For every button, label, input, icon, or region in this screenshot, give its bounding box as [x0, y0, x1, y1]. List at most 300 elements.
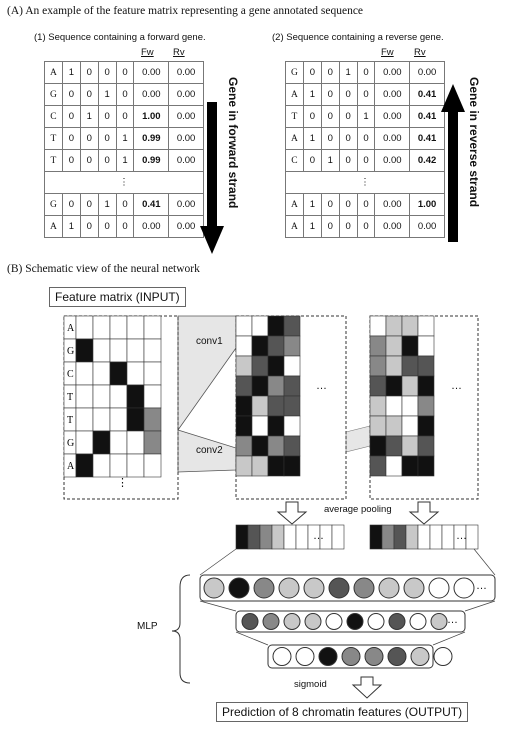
mlp-neuron	[263, 614, 279, 630]
pooling-label: average pooling	[324, 504, 392, 515]
feature-map-cell	[236, 416, 252, 436]
feature-map-cell	[252, 456, 268, 476]
input-onehot-cell	[110, 339, 127, 362]
rv-value-cell: 0.41	[410, 84, 445, 106]
feature-map-cell	[268, 456, 284, 476]
mlp-neuron	[354, 578, 374, 598]
onehot-cell: 0	[339, 194, 357, 216]
mlp-neuron	[229, 578, 249, 598]
input-onehot-cell	[76, 362, 93, 385]
mlp-ellipsis-2: …	[447, 614, 458, 626]
pooled-cell	[394, 525, 406, 549]
input-onehot-cell	[93, 339, 110, 362]
sigmoid-down-arrow	[353, 677, 381, 698]
feature-map-cell	[402, 336, 418, 356]
feature-map-cell	[386, 456, 402, 476]
feature-map-cell	[284, 336, 300, 356]
feature-map-cell	[284, 456, 300, 476]
pooled-cell	[430, 525, 442, 549]
onehot-cell: 0	[62, 194, 80, 216]
feature-map-cell	[284, 416, 300, 436]
conv1-receptive-field	[178, 316, 236, 430]
onehot-cell: 0	[339, 84, 357, 106]
feature-map-cell	[370, 316, 386, 336]
matrix-row	[286, 84, 445, 106]
fw-value-cell: 0.00	[134, 84, 169, 106]
pooled-cell	[248, 525, 260, 549]
onehot-cell: 1	[321, 150, 339, 172]
rv-value-cell: 0.00	[169, 84, 204, 106]
onehot-cell: 0	[321, 62, 339, 84]
pooled-cell	[272, 525, 284, 549]
onehot-cell: 0	[62, 150, 80, 172]
mlp-neuron	[254, 578, 274, 598]
onehot-cell: 0	[116, 106, 134, 128]
onehot-cell: 0	[321, 194, 339, 216]
pooled-cell	[296, 525, 308, 549]
onehot-cell: 0	[357, 194, 375, 216]
feature-map-cell	[268, 396, 284, 416]
feature-map-cell	[284, 396, 300, 416]
onehot-cell: 0	[321, 84, 339, 106]
forward-header-rv: Rv	[173, 47, 185, 58]
feature-map-cell	[418, 376, 434, 396]
input-vellipsis: ⋮	[117, 477, 128, 489]
input-onehot-cell	[144, 408, 161, 431]
input-onehot-cell	[93, 385, 110, 408]
feature-map-cell	[284, 316, 300, 336]
onehot-cell: 0	[98, 62, 116, 84]
input-onehot-cell	[127, 408, 144, 431]
onehot-cell: 1	[62, 62, 80, 84]
input-onehot-cell	[76, 408, 93, 431]
matrix-row	[286, 172, 445, 194]
pool-ellipsis-1: …	[313, 530, 324, 542]
rv-value-cell: 0.00	[410, 216, 445, 238]
onehot-cell: 1	[116, 150, 134, 172]
onehot-cell: 0	[98, 106, 116, 128]
onehot-cell: 0	[62, 84, 80, 106]
pooled-cell	[260, 525, 272, 549]
feature-map-cell	[418, 456, 434, 476]
forward-strand-arrow	[200, 98, 224, 256]
feature-map-cell	[252, 396, 268, 416]
output-label: Prediction of 8 chromatin features (OUTPUT)	[216, 702, 468, 722]
nucleotide-cell: A	[45, 216, 63, 238]
onehot-cell: 0	[303, 150, 321, 172]
onehot-cell: 0	[339, 106, 357, 128]
input-onehot-cell	[127, 362, 144, 385]
mlp-neuron	[242, 614, 258, 630]
input-nt-label: G	[67, 438, 75, 449]
feature-map-cell	[268, 416, 284, 436]
fw-value-cell: 0.00	[375, 150, 410, 172]
fw-value-cell: 0.00	[375, 84, 410, 106]
rv-value-cell: 1.00	[410, 194, 445, 216]
onehot-cell: 0	[321, 128, 339, 150]
nucleotide-cell: G	[45, 84, 63, 106]
nucleotide-cell: A	[286, 216, 304, 238]
feature-map-cell	[418, 396, 434, 416]
reverse-strand-arrow	[441, 84, 465, 244]
pooled-cell	[370, 525, 382, 549]
rv-value-cell: 0.00	[169, 216, 204, 238]
onehot-cell: 0	[303, 62, 321, 84]
fw-value-cell: 0.99	[134, 150, 169, 172]
feature-map-cell	[370, 356, 386, 376]
forward-subtitle: (1) Sequence containing a forward gene.	[34, 32, 206, 43]
feature-map-cell	[418, 316, 434, 336]
matrix-row	[45, 62, 204, 84]
nucleotide-cell: G	[286, 62, 304, 84]
mlp-neuron	[365, 648, 383, 666]
reverse-header-fw: Fw	[381, 47, 394, 58]
conv2-to-map-link	[346, 426, 370, 452]
feature-map-cell	[370, 456, 386, 476]
feature-map-cell	[370, 416, 386, 436]
feature-map-cell	[386, 396, 402, 416]
onehot-cell: 1	[80, 106, 98, 128]
feature-map-cell	[402, 356, 418, 376]
onehot-cell: 0	[357, 216, 375, 238]
mlp-neuron	[347, 614, 363, 630]
input-onehot-cell	[110, 408, 127, 431]
mlp-ellipsis-1: …	[476, 580, 487, 592]
feature-map-cell	[386, 376, 402, 396]
feature-map-cell	[386, 316, 402, 336]
input-onehot-cell	[93, 316, 110, 339]
input-label: Feature matrix (INPUT)	[49, 287, 186, 307]
input-nt-label: C	[67, 369, 74, 380]
feature-map-cell	[236, 336, 252, 356]
fw-value-cell: 0.99	[134, 128, 169, 150]
feature-map-cell	[268, 336, 284, 356]
matrix-row	[286, 128, 445, 150]
feature-map-cell	[236, 316, 252, 336]
feature-map-cell	[284, 436, 300, 456]
feature-map-cell	[236, 436, 252, 456]
nucleotide-cell: A	[286, 84, 304, 106]
feature-map-cell	[370, 396, 386, 416]
input-onehot-cell	[110, 316, 127, 339]
onehot-cell: 0	[339, 150, 357, 172]
input-onehot-cell	[110, 454, 127, 477]
feature-map-cell	[252, 356, 268, 376]
pooled-cell	[284, 525, 296, 549]
input-onehot-cell	[144, 316, 161, 339]
onehot-cell: 1	[339, 62, 357, 84]
onehot-cell: 0	[116, 216, 134, 238]
section-b-title: (B) Schematic view of the neural network	[7, 263, 200, 275]
conv2-down-arrow	[410, 502, 438, 524]
mlp-label: MLP	[137, 621, 158, 632]
onehot-cell: 1	[62, 216, 80, 238]
input-onehot-cell	[127, 339, 144, 362]
input-onehot-cell	[127, 316, 144, 339]
pooled-cell	[466, 525, 478, 549]
fw-value-cell: 0.00	[375, 106, 410, 128]
onehot-cell: 0	[303, 106, 321, 128]
onehot-cell: 1	[303, 84, 321, 106]
mlp-neuron	[411, 648, 429, 666]
matrix-row	[286, 216, 445, 238]
feature-map-cell	[402, 376, 418, 396]
pooled-cell	[418, 525, 430, 549]
mlp-neuron	[204, 578, 224, 598]
fw-value-cell: 0.00	[375, 128, 410, 150]
rv-value-cell: 0.00	[169, 128, 204, 150]
feature-map-cell	[284, 356, 300, 376]
mlp-neuron	[379, 578, 399, 598]
feature-map-cell	[252, 316, 268, 336]
input-onehot-cell	[144, 385, 161, 408]
input-onehot-cell	[127, 385, 144, 408]
onehot-cell: 1	[303, 194, 321, 216]
matrix-row	[45, 172, 204, 194]
mlp-neuron	[434, 648, 452, 666]
feature-map-cell	[252, 416, 268, 436]
mlp-neuron	[319, 648, 337, 666]
forward-strand-label: Gene in forward strand	[226, 77, 240, 209]
matrix-row	[45, 194, 204, 216]
reverse-subtitle: (2) Sequence containing a reverse gene.	[272, 32, 444, 43]
feature-map-cell	[236, 376, 252, 396]
pool-ellipsis-2: …	[456, 530, 467, 542]
nucleotide-cell: T	[45, 150, 63, 172]
feature-map-cell	[268, 436, 284, 456]
input-nt-label: A	[67, 323, 75, 334]
input-nt-label: A	[67, 461, 75, 472]
input-onehot-cell	[144, 362, 161, 385]
rv-value-cell: 0.00	[169, 194, 204, 216]
onehot-cell: 0	[321, 106, 339, 128]
fw-value-cell: 0.00	[134, 216, 169, 238]
feature-map-cell	[268, 376, 284, 396]
mlp-neuron	[389, 614, 405, 630]
matrix-ellipsis: ⋮	[45, 172, 204, 194]
onehot-cell: 0	[116, 62, 134, 84]
onehot-cell: 0	[116, 194, 134, 216]
rv-value-cell: 0.00	[410, 62, 445, 84]
feature-map-cell	[402, 436, 418, 456]
fw-value-cell: 0.00	[375, 62, 410, 84]
feature-map-cell	[418, 436, 434, 456]
feature-map-cell	[252, 376, 268, 396]
input-onehot-cell	[110, 431, 127, 454]
section-a-title: (A) An example of the feature matrix representing a gene annotated sequence	[7, 5, 364, 17]
fw-value-cell: 0.00	[134, 62, 169, 84]
onehot-cell: 0	[80, 194, 98, 216]
input-nt-label: T	[67, 392, 74, 403]
mlp-neuron	[326, 614, 342, 630]
onehot-cell: 0	[339, 216, 357, 238]
feature-map-cell	[386, 336, 402, 356]
pooled-cell	[382, 525, 394, 549]
input-onehot-cell	[110, 385, 127, 408]
mlp-neuron	[429, 578, 449, 598]
feature-map-cell	[402, 416, 418, 436]
onehot-cell: 1	[98, 84, 116, 106]
feature-map-cell	[418, 336, 434, 356]
onehot-cell: 0	[339, 128, 357, 150]
mlp-neuron	[279, 578, 299, 598]
feature-map-cell	[268, 316, 284, 336]
onehot-cell: 0	[62, 128, 80, 150]
onehot-cell: 0	[80, 62, 98, 84]
mlp-neuron	[284, 614, 300, 630]
onehot-cell: 1	[116, 128, 134, 150]
onehot-cell: 0	[80, 84, 98, 106]
nucleotide-cell: C	[286, 150, 304, 172]
onehot-cell: 1	[303, 128, 321, 150]
feature-map-cell	[418, 356, 434, 376]
onehot-cell: 1	[303, 216, 321, 238]
nucleotide-cell: G	[45, 194, 63, 216]
matrix-row	[286, 106, 445, 128]
input-onehot-cell	[76, 431, 93, 454]
mlp-neuron	[368, 614, 384, 630]
feature-map-cell	[370, 336, 386, 356]
onehot-cell: 0	[98, 128, 116, 150]
reverse-strand-label: Gene in reverse strand	[467, 77, 481, 208]
nucleotide-cell: A	[286, 128, 304, 150]
mlp-neuron	[304, 578, 324, 598]
feature-map-cell	[284, 376, 300, 396]
mlp-brace	[172, 575, 190, 683]
mlp-neuron	[305, 614, 321, 630]
fw-value-cell: 0.41	[134, 194, 169, 216]
mlp-neuron	[342, 648, 360, 666]
mlp-neuron	[388, 648, 406, 666]
input-onehot-cell	[76, 385, 93, 408]
nucleotide-cell: T	[45, 128, 63, 150]
input-onehot-cell	[93, 431, 110, 454]
input-onehot-cell	[76, 339, 93, 362]
input-onehot-cell	[93, 408, 110, 431]
onehot-cell: 1	[98, 194, 116, 216]
input-onehot-cell	[110, 362, 127, 385]
onehot-cell: 1	[357, 106, 375, 128]
onehot-cell: 0	[357, 128, 375, 150]
rv-value-cell: 0.00	[169, 106, 204, 128]
forward-feature-matrix	[44, 61, 204, 238]
onehot-cell: 0	[62, 106, 80, 128]
nucleotide-cell: A	[286, 194, 304, 216]
mlp-neuron	[296, 648, 314, 666]
matrix-ellipsis: ⋮	[286, 172, 445, 194]
feature-map-cell	[386, 356, 402, 376]
feature-map-cell	[386, 436, 402, 456]
feature-map-cell	[370, 376, 386, 396]
forward-header-fw: Fw	[141, 47, 154, 58]
mlp-neuron	[454, 578, 474, 598]
feature-map-cell	[236, 356, 252, 376]
onehot-cell: 0	[80, 150, 98, 172]
feature-map-cell	[252, 436, 268, 456]
input-onehot-cell	[144, 431, 161, 454]
matrix-row	[45, 216, 204, 238]
sigmoid-label: sigmoid	[294, 679, 327, 690]
fw-value-cell: 0.00	[375, 194, 410, 216]
reverse-header-rv: Rv	[414, 47, 426, 58]
rv-value-cell: 0.00	[169, 62, 204, 84]
mlp-neuron	[404, 578, 424, 598]
input-onehot-cell	[144, 454, 161, 477]
nucleotide-cell: C	[45, 106, 63, 128]
rv-value-cell: 0.41	[410, 106, 445, 128]
rv-value-cell: 0.41	[410, 128, 445, 150]
matrix-row	[286, 150, 445, 172]
pooled-cell	[406, 525, 418, 549]
feature-map-cell	[402, 456, 418, 476]
input-nt-label: T	[67, 415, 74, 426]
fmap1-ellipsis: …	[316, 380, 327, 392]
rv-value-cell: 0.00	[169, 150, 204, 172]
feature-map-cell	[418, 416, 434, 436]
feature-map-cell	[236, 396, 252, 416]
onehot-cell: 0	[357, 150, 375, 172]
onehot-cell: 0	[80, 216, 98, 238]
matrix-row	[45, 150, 204, 172]
feature-map-cell	[252, 336, 268, 356]
neural-network-diagram	[0, 305, 511, 732]
fw-value-cell: 1.00	[134, 106, 169, 128]
onehot-cell: 0	[98, 150, 116, 172]
input-onehot-cell	[76, 316, 93, 339]
mlp-neuron	[329, 578, 349, 598]
feature-map-cell	[386, 416, 402, 436]
matrix-row	[45, 128, 204, 150]
input-nt-label: G	[67, 346, 75, 357]
pooled-cell	[332, 525, 344, 549]
feature-map-cell	[370, 436, 386, 456]
conv1-down-arrow	[278, 502, 306, 524]
rv-value-cell: 0.42	[410, 150, 445, 172]
input-onehot-cell	[144, 339, 161, 362]
onehot-cell: 0	[357, 62, 375, 84]
fmap2-ellipsis: …	[451, 380, 462, 392]
input-onehot-cell	[93, 362, 110, 385]
conv2-label: conv2	[196, 445, 223, 456]
onehot-cell: 0	[116, 84, 134, 106]
pooled-cell	[236, 525, 248, 549]
conv1-label: conv1	[196, 336, 223, 347]
mlp-neuron	[410, 614, 426, 630]
fw-value-cell: 0.00	[375, 216, 410, 238]
feature-map-cell	[236, 456, 252, 476]
matrix-row	[286, 62, 445, 84]
onehot-cell: 0	[80, 128, 98, 150]
onehot-cell: 0	[321, 216, 339, 238]
input-onehot-cell	[76, 454, 93, 477]
feature-map-cell	[402, 396, 418, 416]
input-onehot-cell	[127, 454, 144, 477]
matrix-row	[45, 84, 204, 106]
pooled-cell	[442, 525, 454, 549]
onehot-cell: 0	[357, 84, 375, 106]
feature-map-cell	[268, 356, 284, 376]
matrix-row	[286, 194, 445, 216]
input-onehot-cell	[127, 431, 144, 454]
reverse-feature-matrix	[285, 61, 445, 238]
feature-map-cell	[402, 316, 418, 336]
mlp-neuron	[431, 614, 447, 630]
mlp-neuron	[273, 648, 291, 666]
matrix-row	[45, 106, 204, 128]
nucleotide-cell: A	[45, 62, 63, 84]
input-onehot-cell	[93, 454, 110, 477]
onehot-cell: 0	[98, 216, 116, 238]
